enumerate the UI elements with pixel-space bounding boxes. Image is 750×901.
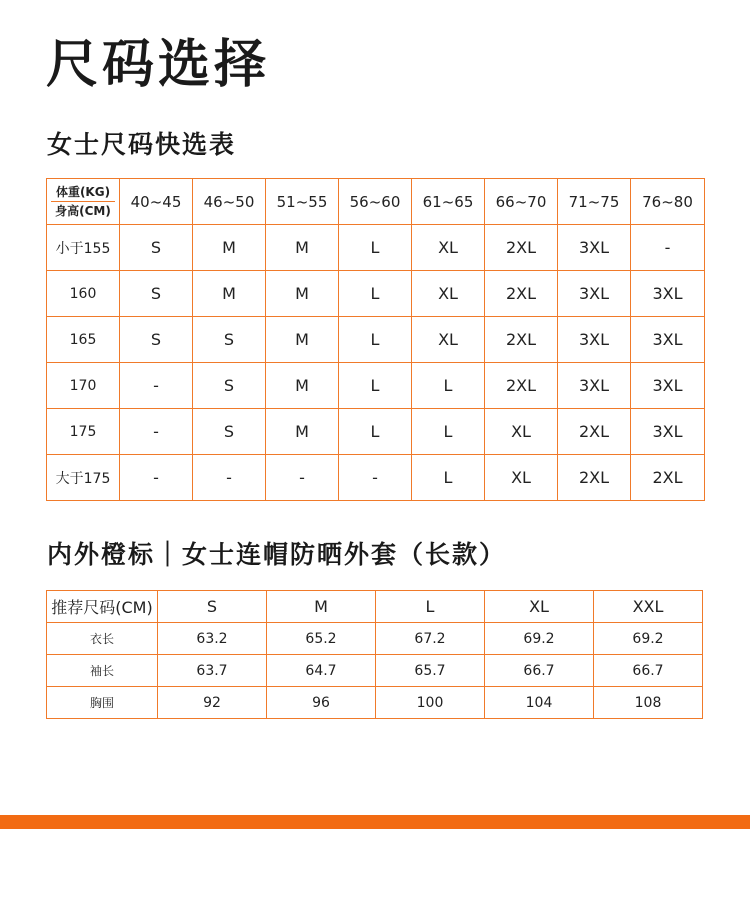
size-cell: L	[412, 363, 485, 409]
size-cell: S	[120, 271, 193, 317]
size-cell: S	[120, 317, 193, 363]
size-table-row	[47, 363, 705, 409]
size-cell: S	[120, 225, 193, 271]
size-cell: 3XL	[558, 317, 631, 363]
measurement-value-cell: 69.2	[594, 623, 703, 655]
size-table-row	[47, 225, 705, 271]
height-axis-label: 身高(CM)	[55, 204, 111, 218]
size-cell: S	[193, 363, 266, 409]
height-row-label: 大于175	[47, 455, 120, 501]
size-table-row	[47, 455, 705, 501]
size-cell: L	[339, 225, 412, 271]
size-table-row	[47, 317, 705, 363]
size-cell: 2XL	[558, 409, 631, 455]
size-cell: L	[412, 409, 485, 455]
size-column-header: XL	[485, 591, 594, 623]
size-cell: L	[412, 455, 485, 501]
page-title: 尺码选择	[46, 35, 271, 95]
measurement-value-cell: 104	[485, 687, 594, 719]
size-cell: XL	[412, 225, 485, 271]
measurement-value-cell: 100	[376, 687, 485, 719]
size-cell: -	[631, 225, 705, 271]
weight-column-header: 51~55	[266, 179, 339, 225]
measurement-value-cell: 63.7	[158, 655, 267, 687]
size-cell: -	[339, 455, 412, 501]
size-cell: 2XL	[485, 363, 558, 409]
size-cell: 2XL	[631, 455, 705, 501]
size-chart-title: 女士尺码快选表	[47, 130, 237, 159]
measurement-value-cell: 65.7	[376, 655, 485, 687]
measure-table-row	[47, 623, 703, 655]
product-measure-title: 内外橙标｜女士连帽防晒外套（长款）	[47, 540, 507, 569]
measurement-value-cell: 66.7	[485, 655, 594, 687]
bottom-accent-bar	[0, 815, 750, 829]
size-cell: 2XL	[558, 455, 631, 501]
measurement-value-cell: 65.2	[267, 623, 376, 655]
height-row-label: 165	[47, 317, 120, 363]
height-row-label: 170	[47, 363, 120, 409]
size-cell: L	[339, 363, 412, 409]
measurement-value-cell: 108	[594, 687, 703, 719]
size-cell: M	[266, 363, 339, 409]
size-cell: 3XL	[558, 363, 631, 409]
corner-divider	[51, 201, 115, 202]
recommended-size-label: 推荐尺码(CM)	[47, 591, 158, 623]
size-cell: M	[193, 225, 266, 271]
size-cell: XL	[412, 271, 485, 317]
size-cell: 2XL	[485, 271, 558, 317]
weight-axis-label: 体重(KG)	[55, 185, 111, 199]
measure-table-row	[47, 687, 703, 719]
product-measurement-table	[46, 590, 703, 719]
height-row-label: 160	[47, 271, 120, 317]
size-cell: L	[339, 317, 412, 363]
measurement-value-cell: 69.2	[485, 623, 594, 655]
weight-column-header: 46~50	[193, 179, 266, 225]
size-cell: M	[266, 409, 339, 455]
size-cell: XL	[485, 455, 558, 501]
size-table-row	[47, 271, 705, 317]
size-column-header: S	[158, 591, 267, 623]
weight-column-header: 71~75	[558, 179, 631, 225]
measure-table-row	[47, 655, 703, 687]
weight-column-header: 66~70	[485, 179, 558, 225]
measurement-row-label: 胸围	[47, 687, 158, 719]
size-cell: L	[339, 271, 412, 317]
measurement-row-label: 衣长	[47, 623, 158, 655]
size-cell: M	[266, 225, 339, 271]
size-cell: M	[266, 317, 339, 363]
size-cell: M	[193, 271, 266, 317]
size-cell: 3XL	[558, 225, 631, 271]
height-row-label: 175	[47, 409, 120, 455]
size-cell: 3XL	[631, 271, 705, 317]
size-quick-select-table	[46, 178, 705, 501]
size-table-row	[47, 409, 705, 455]
measurement-value-cell: 92	[158, 687, 267, 719]
size-cell: L	[339, 409, 412, 455]
size-cell: -	[120, 409, 193, 455]
size-table-header-row	[47, 179, 705, 225]
size-cell: 3XL	[631, 409, 705, 455]
weight-column-header: 56~60	[339, 179, 412, 225]
size-cell: -	[120, 455, 193, 501]
weight-column-header: 76~80	[631, 179, 705, 225]
measurement-value-cell: 96	[267, 687, 376, 719]
size-cell: 3XL	[631, 363, 705, 409]
size-cell: XL	[412, 317, 485, 363]
height-row-label: 小于155	[47, 225, 120, 271]
size-cell: -	[193, 455, 266, 501]
measurement-value-cell: 63.2	[158, 623, 267, 655]
size-cell: 2XL	[485, 317, 558, 363]
size-cell: XL	[485, 409, 558, 455]
size-cell: S	[193, 317, 266, 363]
weight-column-header: 40~45	[120, 179, 193, 225]
weight-height-corner-cell	[47, 179, 120, 225]
size-cell: M	[266, 271, 339, 317]
measurement-value-cell: 66.7	[594, 655, 703, 687]
size-cell: 2XL	[485, 225, 558, 271]
measurement-value-cell: 67.2	[376, 623, 485, 655]
size-column-header: M	[267, 591, 376, 623]
size-column-header: XXL	[594, 591, 703, 623]
size-cell: -	[266, 455, 339, 501]
size-cell: 3XL	[558, 271, 631, 317]
size-column-header: L	[376, 591, 485, 623]
size-cell: 3XL	[631, 317, 705, 363]
measurement-value-cell: 64.7	[267, 655, 376, 687]
size-cell: -	[120, 363, 193, 409]
weight-column-header: 61~65	[412, 179, 485, 225]
measurement-row-label: 袖长	[47, 655, 158, 687]
measure-table-header-row	[47, 591, 703, 623]
size-cell: S	[193, 409, 266, 455]
